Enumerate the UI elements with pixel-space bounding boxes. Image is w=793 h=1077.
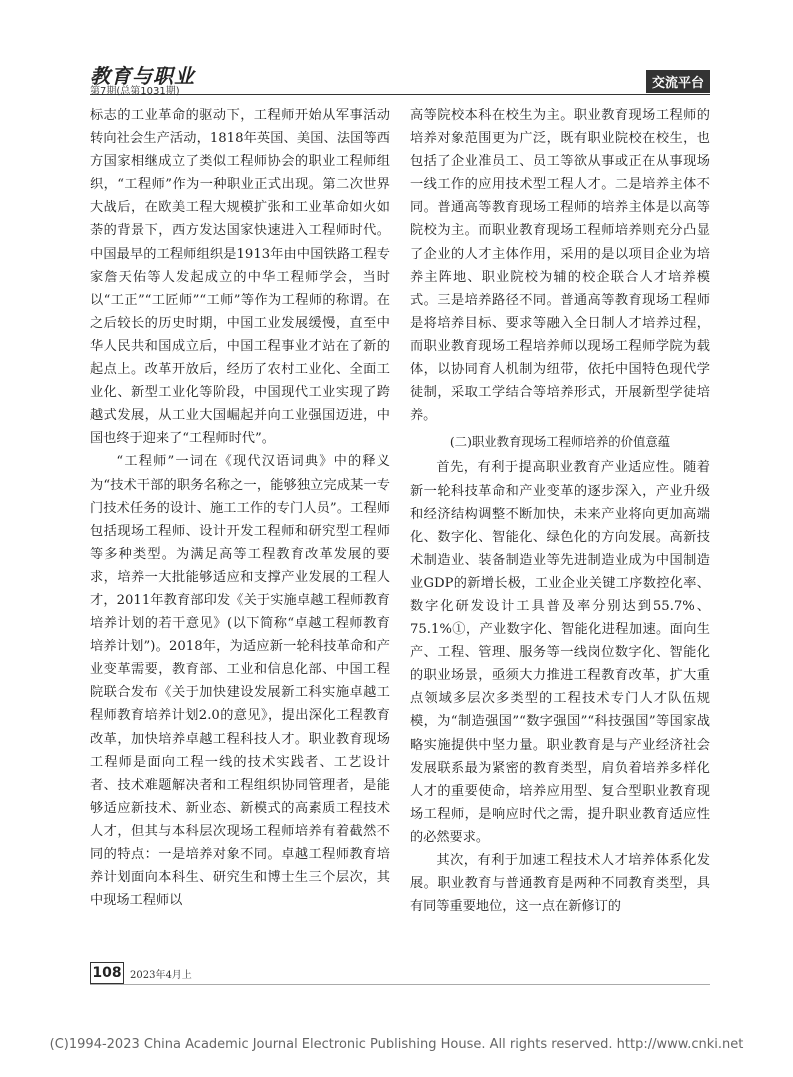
left-paragraph-2: “工程师”一词在《现代汉语词典》中的释义为“技术干部的职务名称之一，能够独立完成某一专门技术任务的设计、施工工作的专门人员”。工程师包括现场工程师、设计开发工程师和研究型工程师等多种类型。为满足高等工程教育改革发展的要求，培养一大批能够适应和支撑产业发展的工程人才，2011年教育部印发《关于实施卓越工程师教育培养计划的若干意见》(以下简称“卓越工程师教育培养计划”)。2018年，为适应新一轮科技革命和产业变革需要，教育部、工业和信息化部、中国工程院联合发布《关于加快建设发展新工科实施卓越工程师教育培养计划2.0的意见》，提出深化工程教育改革，加快培养卓越工程科技人才。职业教育现场工程师是面向工程一线的技术实践者、工艺设计者、技术难题解决者和工程组织协同管理者，是能够适应新技术、新业态、新模式的高素质工程技术人才，但其与本科层次现场工程师培养有着截然不同的特点：一是培养对象不同。卓越工程师教育培养计划面向本科生、研究生和博士生三个层次，其中现场工程师以 [90,454,390,909]
issue-date: 2023年4月上 [130,970,192,981]
journal-title: 教育与职业 [90,64,195,88]
page-number: 108 [90,962,124,984]
page-header [90,58,710,97]
page-footer [90,962,710,986]
footer-divider [90,984,710,985]
right-paragraph-2: 首先，有利于提高职业教育产业适应性。随着新一轮科技革命和产业变革的逐步深入，产业升级和经济结构调整不断加快，未来产业将向更加高端化、数字化、智能化、绿色化的方向发展。高新技术制造业、装备制造业等先进制造业成为中国制造业GDP的新增长极，工业企业关键工序数控化率、数字化研发设计工具普及率分别达到55.7%、75.1%①，产业数字化、智能化进程加速。面向生产、工程、管理、服务等一线岗位数字化、智能化的职业场景，亟须大力推进工程教育改革，扩大重点领域多层次多类型的工程技术专门人才队伍规模，为“制造强国”“数字强国”“科技强国”等国家战略实施提供中坚力量。职业教育是与产业经济社会发展联系最为紧密的教育类型，肩负着培养多样化人才的重要使命，培养应用型、复合型职业教育现场工程师，是响应时代之需，提升职业教育适应性的必然要求。 [410,460,710,845]
right-paragraph-1: 高等院校本科在校生为主。职业教育现场工程师的培养对象范围更为广泛，既有职业院校在校生，也包括了企业准员工、员工等欲从事或正在从事现场一线工作的应用技术型工程人才。二是培养主体不同。普通高等教育现场工程师的培养主体是以高等院校为主。而职业教育现场工程师培养则充分凸显了企业的人才主体作用，采用的是以项目企业为培养主阵地、职业院校为辅的校企联合人才培养模式。三是培养路径不同。普通高等教育现场工程师是将培养目标、要求等融入全日制人才培养过程，而职业教育现场工程培养师以现场工程师学院为载体，以协同育人机制为纽带，依托中国特色现代学徒制，采取工学结合等培养形式，开展新型学徒培养。 [410,108,710,424]
issue-number: 第7期(总第1031期) [90,86,180,97]
right-column [410,104,710,918]
right-paragraph-3: 其次，有利于加速工程技术人才培养体系化发展。职业教育与普通教育是两种不同教育类型，具有同等重要地位，这一点在新修订的 [410,853,710,915]
copyright-notice: (C)1994-2023 China Academic Journal Electronic Publishing House. All rights reserved. http://www.cnki.net [49,1037,744,1052]
left-paragraph-1: 标志的工业革命的驱动下，工程师开始从军事活动转向社会生产活动，1818年英国、美国、法国等西方国家相继成立了类似工程师协会的职业工程师组织，“工程师”作为一种职业正式出现。第二次世界大战后，在欧美工程大规模扩张和工业革命如火如荼的背景下，西方发达国家快速进入工程师时代。中国最早的工程师组织是1913年由中国铁路工程专家詹天佑等人发起成立的中华工程师学会，当时以“工正”“工匠师”“工师”等作为工程师的称谓。在之后较长的历史时期，中国工业发展缓慢，直至中华人民共和国成立后，中国工程事业才站在了新的起点上。改革开放后，经历了农村工业化、全面工业化、新型工业化等阶段，中国现代工业实现了跨越式发展，从工业大国崛起并向工业强国迈进，中国也终于迎来了“工程师时代”。 [90,108,390,447]
left-column [90,104,390,912]
section-subheading: (二)职业教育现场工程师培养的价值意蕴 [449,434,671,450]
section-tag: 交流平台 [646,70,710,93]
header-divider [90,94,710,95]
